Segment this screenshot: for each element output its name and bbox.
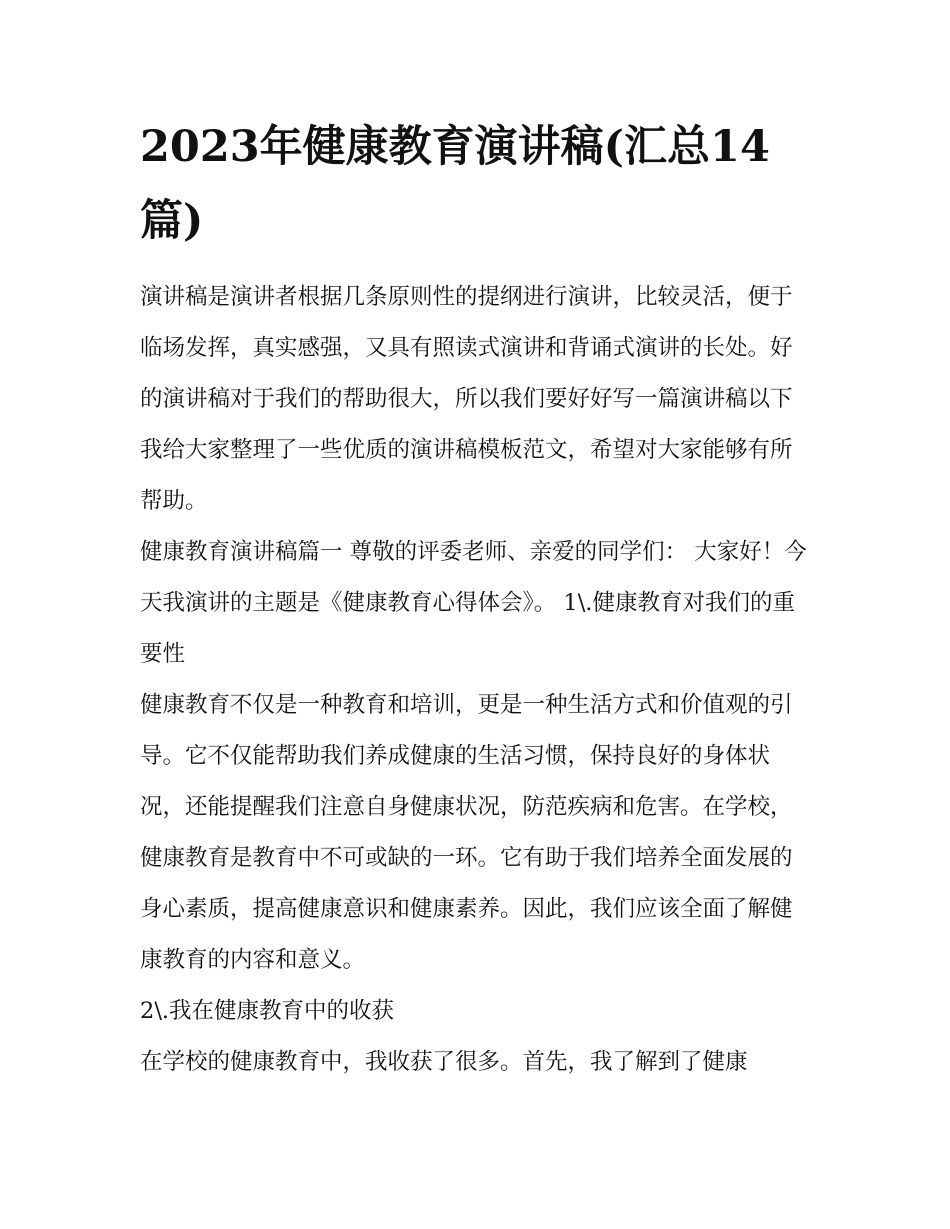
speech-one-opening-paragraph: 健康教育演讲稿篇一 尊敬的评委老师、亲爱的同学们： 大家好！今天我演讲的主题是《健康教育心得体会》。 1\.健康教育对我们的重要性 <box>140 539 807 667</box>
document-content <box>140 110 812 1088</box>
section-heading-gains: 2\.我在健康教育中的收获 <box>140 998 395 1024</box>
intro-paragraph: 演讲稿是演讲者根据几条原则性的提纲进行演讲，比较灵活，便于临场发挥，真实感强，又具有照读式演讲和背诵式演讲的长处。好的演讲稿对于我们的帮助很大，所以我们要好好写一篇演讲稿以下我给大家整理了一些优质的演讲稿模板范文，希望对大家能够有所帮助。 <box>140 284 793 514</box>
document-title: 2023年健康教育演讲稿(汇总14篇) <box>140 122 770 246</box>
gains-paragraph: 在学校的健康教育中，我收获了很多。首先，我了解到了健康 <box>140 1049 748 1075</box>
health-education-importance-paragraph: 健康教育不仅是一种教育和培训，更是一种生活方式和价值观的引导。它不仅能帮助我们养成健康的生活习惯，保持良好的身体状况，还能提醒我们注意自身健康状况，防范疾病和危害。在学校，健康教育是教育中不可或缺的一环。它有助于我们培养全面发展的身心素质，提高健康意识和健康素养。因此，我们应该全面了解健康教育的内容和意义。 <box>140 692 793 973</box>
